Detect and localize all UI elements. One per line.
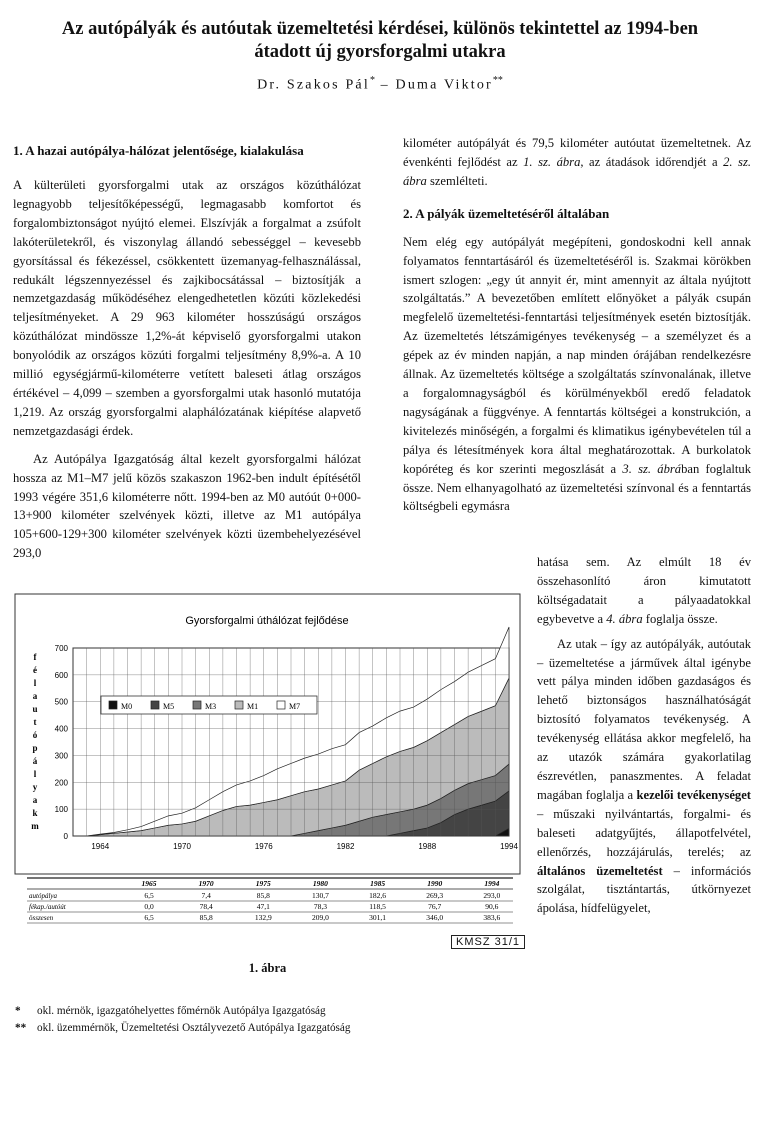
figure-1 <box>13 592 522 942</box>
y-tick-label: 300 <box>54 751 68 761</box>
x-tick-label: 1970 <box>173 842 191 851</box>
y-axis-label-letter: k <box>32 808 38 818</box>
table-cell: 6,5 <box>144 891 154 900</box>
right-narrow-column <box>537 553 751 918</box>
footnote-2-text: okl. üzemmérnök, Üzemeltetési Osztályvezető Autópálya Igazgatóság <box>37 1022 351 1034</box>
footnotes <box>15 1003 350 1037</box>
paper-title <box>0 18 760 64</box>
title-line-2: átadott új gyorsforgalmi utakra <box>254 42 506 62</box>
footnote-1 <box>15 1003 350 1020</box>
table-row-label: összesen <box>29 914 54 922</box>
footnote-2 <box>15 1020 350 1037</box>
figure-ref-code: KMSZ 31/1 <box>451 935 525 949</box>
table-cell: 383,6 <box>483 913 501 922</box>
table-row-label: autópálya <box>29 892 57 900</box>
author-separator: – <box>380 77 390 93</box>
paragraph-3 <box>403 233 751 517</box>
table-cell: 182,6 <box>369 891 387 900</box>
continuation-paragraph <box>403 134 751 191</box>
y-axis-label-letter: á <box>32 756 38 766</box>
table-cell: 6,5 <box>144 913 154 922</box>
y-axis-label-letter: l <box>33 678 37 688</box>
x-tick-label: 1982 <box>336 842 355 851</box>
figure-caption: 1. ábra <box>248 961 287 975</box>
x-tick-label: 1988 <box>418 842 437 851</box>
y-axis-label-letter: l <box>33 769 37 779</box>
legend-swatch-m5 <box>151 701 159 709</box>
footnote-1-mark: * <box>15 1005 21 1017</box>
table-cell: 118,5 <box>369 902 386 911</box>
table-column-header: 1975 <box>255 879 271 888</box>
y-axis-label-letter: a <box>32 691 38 701</box>
paragraph-2: Az Autópálya Igazgatóság által kezelt gyorsforgalmi hálózat hossza az M1–M7 jelű közös szakaszon 1962-ben indult építésétől 1993 végére 351,6 kilométerre nőtt. 1994-ben az M0 autóút 0+000-13+900 kilométer szelvények közti, illetve az M1 autópálya 105+600-129+300 kilométer szelvények közti üzembehelyezésével 293,0 <box>13 451 361 561</box>
x-tick-label: 1994 <box>500 842 518 851</box>
table-cell: 78,3 <box>313 902 327 911</box>
table-cell: 78,4 <box>199 902 213 911</box>
cont-text-c: szemlélteti. <box>426 173 488 188</box>
left-column <box>13 142 361 563</box>
y-axis-label-letter: a <box>32 795 38 805</box>
footnote-2-mark: ** <box>15 1022 27 1034</box>
table-cell: 130,7 <box>311 891 329 900</box>
para3-text-a: Nem elég egy autópályát megépíteni, gondoskodni kell annak folyamatos fenntartásáról és üzemeltetéséről is. Szakmai körökben ismert szlogen: „egy út annyit ér, mint amennyit az általa nyújtott szolgáltatás.” A bevezetőben említett előnyöket a pályák csupán megfelelő üzemeltetési-fenntartási teljesítmények esetén biztosítják. Az üzemeltetés létszámigényes tevékenység – a személyzet és a gépek az év minden napján, a nap minden órájában rendelkezésre állnak. Az üzemeltetés költsége a szolgáltatás színvonalának, illetve a forgalomnagyságból és körülményekből eredő feladatok nagyságának a függvénye. A fenntartás költségei a konstrukción, a kivitelezés minőségén, a forgalmi és klimatikus igénybevételen túl a pálya és létesítmények kora által meghatározottak. A burkolatok kopóréteg és kor szerinti megoszlását a <box>403 234 751 476</box>
table-cell: 132,9 <box>254 913 272 922</box>
narrow-paragraph <box>537 553 751 629</box>
y-tick-label: 600 <box>54 670 68 680</box>
y-axis-label-letter: f <box>33 652 37 662</box>
para4-text-c: – információs szolgálat, tisztántartás, útkörnyezet ápolása, hídfelügyelet, <box>537 863 751 916</box>
legend-label-m0: M0 <box>121 702 133 711</box>
table-cell: 76,7 <box>428 902 442 911</box>
paragraph-1: A külterületi gyorsforgalmi utak az országos közúthálózat legnagyobb teljesítőképességű, legmagasabb komfortot és forgalombiztonságot nyújtó elemei. Elszívják a forgalmat a zsúfolt lakóterületekről, és viszonylag állandó sebességgel – kevesebb gyorsítással és fékezéssel, csökkentett üzemanyag-felhasználással, redukált légszennyezéssel és zajkibocsátással – biztosítják a nemzetgazdaság működéséhez elengedhetetlen közúti közlekedési teljesítményeket. A 29 963 kilométer hosszúságú országos közúthálózat mindössze 1,2%-át képviselő gyorsforgalmi utakon bonyolódik az országos közúti forgalmi teljesítmény 8,9%-a. A 10 millió egységjármű-kilométerre vetített baleseti átlag országos értékével – 4,099 – szemben a gyorsforgalmi utak hasonló mutatója 1,219. Az ország gyorsforgalmi alaphálózatának kiépítése alapvető nemzetgazdasági érdek. <box>13 178 361 438</box>
x-tick-label: 1964 <box>91 842 110 851</box>
y-axis-label-letter: y <box>32 782 38 792</box>
y-tick-label: 500 <box>54 697 68 707</box>
table-cell: 301,1 <box>369 913 387 922</box>
cont-text-b: , az átadások időrendjét a <box>580 154 724 169</box>
para4-text-b: – műszaki nyilvántartás, forgalmi- és baleseti adatgyűjtés, állapotfelvétel, ellenőrzés, hozzájárulás, terelés; az <box>537 806 751 859</box>
narrow-text-a: hatása sem. Az elmúlt 18 év összehasonlító áron kimutatott költségadatait a pályaadatokkal egybevetve a <box>537 555 751 626</box>
y-axis-label-letter: t <box>33 717 37 727</box>
figure-ref-1: 1. sz. ábra <box>523 154 581 169</box>
legend-label-m1: M1 <box>247 702 259 711</box>
authors <box>0 75 760 94</box>
footnote-1-text: okl. mérnök, igazgatóhelyettes főmérnök Autópálya Igazgatóság <box>37 1005 326 1017</box>
cont-text-a: kilométer autópályát és 79,5 kilométer autóutat üzemeltetnek. Az évenkénti fejlődést az <box>403 136 751 169</box>
network-growth-chart <box>13 592 522 937</box>
table-column-header: 1985 <box>370 879 386 888</box>
y-tick-label: 200 <box>54 778 68 788</box>
para4-bold-2: általános üzemeltetést <box>537 863 663 878</box>
table-row-label: fékap./autóút <box>29 903 66 911</box>
table-cell: 269,3 <box>426 891 444 900</box>
table-cell: 7,4 <box>201 891 211 900</box>
figure-ref-3: 3. sz. ábrá <box>622 461 682 476</box>
author-2-mark: ** <box>492 75 503 86</box>
figure-ref-4: 4. ábra <box>606 611 643 626</box>
narrow-text-b: foglalja össze. <box>642 611 718 626</box>
para3-text-b: ban foglaltuk össze. Nem elhanyagolható az üzemeltetési színvonal és a fenntartás költségbeli egymásra <box>403 461 752 514</box>
title-line-1: Az autópályák és autóutak üzemeltetési kérdései, különös tekintettel az 1994-ben <box>61 19 699 39</box>
right-column <box>403 134 751 516</box>
author-2: Duma Viktor <box>395 77 493 93</box>
legend-label-m3: M3 <box>205 702 217 711</box>
section-2-heading: 2. A pályák üzemeltetéséről általában <box>403 205 610 221</box>
figure-ref-2: 2. sz. ábra <box>403 154 752 188</box>
y-axis-label-letter: é <box>33 665 37 675</box>
y-tick-label: 700 <box>54 644 68 653</box>
author-1-mark: * <box>369 75 375 86</box>
y-axis-label-letter: u <box>32 704 38 714</box>
table-cell: 85,8 <box>256 891 270 900</box>
section-1-heading: 1. A hazai autópálya-hálózat jelentősége, kialakulása <box>13 143 304 158</box>
paragraph-4 <box>537 635 751 919</box>
legend-label-m5: M5 <box>163 702 175 711</box>
table-cell: 209,0 <box>311 913 329 922</box>
table-cell: 85,8 <box>199 913 213 922</box>
legend-swatch-m3 <box>193 701 201 709</box>
legend-swatch-m7 <box>277 701 285 709</box>
y-tick-label: 0 <box>63 832 68 841</box>
table-cell: 47,1 <box>256 902 270 911</box>
y-tick-label: 100 <box>54 805 68 815</box>
table-cell: 293,0 <box>483 891 501 900</box>
author-1: Dr. Szakos Pál <box>257 77 370 93</box>
legend-swatch-m1 <box>235 701 243 709</box>
table-column-header: 1965 <box>141 879 157 888</box>
table-cell: 0,0 <box>144 902 154 911</box>
chart-title: Gyorsforgalmi úthálózat fejlődése <box>185 615 349 627</box>
table-cell: 346,0 <box>426 913 444 922</box>
legend-swatch-m0 <box>109 701 117 709</box>
table-column-header: 1994 <box>484 879 500 888</box>
table-column-header: 1980 <box>312 879 328 888</box>
y-axis-label-letter: m <box>31 821 39 831</box>
legend-label-m7: M7 <box>289 702 301 711</box>
para4-bold-1: kezelői tevékenységet <box>636 787 751 802</box>
x-tick-label: 1976 <box>254 842 273 851</box>
para4-text-a: Az utak – így az autópályák, autóutak – üzemeltetése a járművek által igénybe vett pálya minden időben gazdaságos és lehető biztonságos használhatóságát biztosító folyamatos tevékenység. A tevékenység ellátása akkor megfelelő, ha az utazók számára gyakorlatilag észrevétlen, panaszmentes. A feladat magában foglalja a <box>537 636 751 802</box>
y-axis-label-letter: ó <box>32 730 38 740</box>
table-cell: 90,6 <box>485 902 499 911</box>
table-column-header: 1990 <box>427 879 443 888</box>
y-tick-label: 400 <box>54 724 68 734</box>
table-column-header: 1970 <box>198 879 214 888</box>
y-axis-label-letter: p <box>32 743 38 753</box>
